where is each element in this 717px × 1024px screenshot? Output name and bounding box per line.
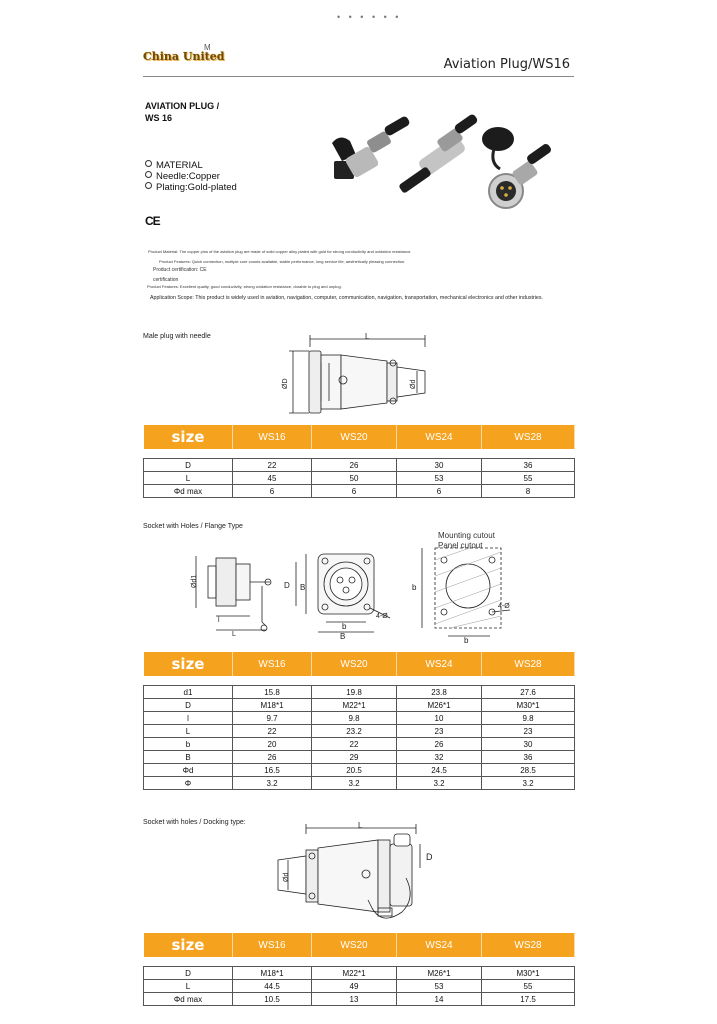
table-row: L 22 23.2 23 23 — [144, 725, 575, 738]
table-row: D M18*1 M22*1 M26*1 M30*1 — [144, 967, 575, 980]
flange-socket-drawing — [180, 526, 540, 644]
material-item: Plating:Gold-plated — [145, 182, 237, 193]
table-row: Φd max 10.5 13 14 17.5 — [144, 993, 575, 1006]
product-photo — [318, 103, 572, 227]
table-row: d1 15.8 19.8 23.8 27.6 — [144, 686, 575, 699]
column-header: WS20 — [312, 425, 397, 449]
dim-holes-panel-label: 4-Ø — [498, 603, 510, 610]
connector-image-2 — [398, 113, 478, 194]
bullet-icon — [145, 171, 152, 178]
feature-line-2: Product Features: Excellent quality, good conductivity, strong oxidation resistance, durable to plug and unplug. — [147, 284, 342, 289]
dim-holes-label: 4-Ø — [376, 613, 388, 620]
spec-table-flange-socket — [143, 652, 575, 790]
spec-table-male-plug — [143, 425, 575, 498]
column-header: WS28 — [482, 652, 575, 676]
bullet-icon — [145, 182, 152, 189]
bullet-icon — [145, 160, 152, 167]
connector-image-1 — [332, 115, 411, 179]
size-header: size — [144, 933, 233, 957]
feature-material: Product Material: The copper pins of the aviation plug are made of solid copper alloy plated with gold for strong conductivity and oxidation resistance. — [148, 249, 412, 254]
feature-line-1: Product Features: Quick connection, multiple core counts available, stable performance, long service life, aesthetically pleasing connection. — [159, 259, 406, 264]
column-header: WS24 — [397, 933, 482, 957]
material-item: MATERIAL — [145, 160, 237, 171]
column-header: WS16 — [233, 425, 312, 449]
dim-b-label: b — [342, 622, 347, 631]
table-header-row — [144, 425, 575, 449]
column-header: WS16 — [233, 933, 312, 957]
table-row: Φd 16.5 20.5 24.5 28.5 — [144, 764, 575, 777]
ce-mark-icon: CE — [145, 214, 160, 228]
table-row: Φd max 6 6 6 8 — [144, 485, 575, 498]
dim-b-panel-label: b — [412, 583, 417, 592]
logo-trademark: M — [204, 43, 211, 52]
table-row: L 44.5 49 53 55 — [144, 980, 575, 993]
section-title-male-plug: Male plug with needle — [143, 333, 211, 340]
panel-cutout-label: Panel cutout — [438, 541, 483, 550]
docking-socket-drawing — [266, 818, 446, 928]
dim-d1-label: Ød1 — [191, 574, 198, 588]
product-title — [145, 100, 285, 124]
column-header: WS24 — [397, 425, 482, 449]
certification-line-2: certification — [153, 277, 179, 283]
male-plug-drawing — [275, 333, 440, 423]
dim-D-label: ØD — [282, 378, 289, 389]
page-title: Aviation Plug/WS16 — [443, 57, 570, 72]
dim-D-label: D — [426, 852, 433, 862]
mounting-cutout-label: Mounting cutout — [438, 531, 495, 540]
dim-d-label: Ød — [410, 379, 417, 389]
spec-table-docking-socket — [143, 933, 575, 1006]
table-header-row — [144, 933, 575, 957]
column-header: WS28 — [482, 933, 575, 957]
column-header: WS24 — [397, 652, 482, 676]
dim-l-label: l — [218, 617, 220, 624]
section-title-docking-socket: Socket with holes / Docking type: — [143, 819, 246, 826]
dim-B-bottom-label: B — [340, 632, 346, 641]
dim-b-panel-bottom-label: b — [464, 636, 469, 644]
column-header: WS20 — [312, 933, 397, 957]
dim-D-label: D — [284, 581, 290, 590]
connector-image-3 — [482, 127, 553, 208]
size-header: size — [144, 425, 233, 449]
column-header: WS28 — [482, 425, 575, 449]
table-row: l 9.7 9.8 10 9.8 — [144, 712, 575, 725]
dim-L-label: L — [232, 631, 236, 638]
certification-line: Product certification: CE — [153, 267, 207, 273]
table-header-row — [144, 652, 575, 676]
application-scope: Application Scope: This product is widely used in aviation, navigation, computer, communication, navigation, transportation, mechanical electronics and other industries. — [150, 295, 543, 301]
header-divider — [143, 76, 574, 77]
material-list — [145, 160, 237, 193]
column-header: WS20 — [312, 652, 397, 676]
page-dots: • • • • • • — [337, 12, 402, 22]
dim-L-label: L — [358, 821, 363, 830]
table-row: B 26 29 32 36 — [144, 751, 575, 764]
table-row: D 22 26 30 36 — [144, 459, 575, 472]
product-title-line2: WS 16 — [145, 113, 173, 123]
table-row: D M18*1 M22*1 M26*1 M30*1 — [144, 699, 575, 712]
product-title-line1: AVIATION PLUG / — [145, 101, 220, 111]
table-row: b 20 22 26 30 — [144, 738, 575, 751]
dim-B-label: B — [300, 583, 306, 592]
column-header: WS16 — [233, 652, 312, 676]
brand-logo: China United — [143, 50, 225, 63]
section-title-flange-socket: Socket with Holes / Flange Type — [143, 523, 243, 530]
table-row: L 45 50 53 55 — [144, 472, 575, 485]
material-item: Needle:Copper — [145, 171, 237, 182]
size-header: size — [144, 652, 233, 676]
dim-L-label: L — [365, 333, 370, 341]
table-row: Φ 3.2 3.2 3.2 3.2 — [144, 777, 575, 790]
dim-d-label: Ød — [283, 872, 290, 882]
